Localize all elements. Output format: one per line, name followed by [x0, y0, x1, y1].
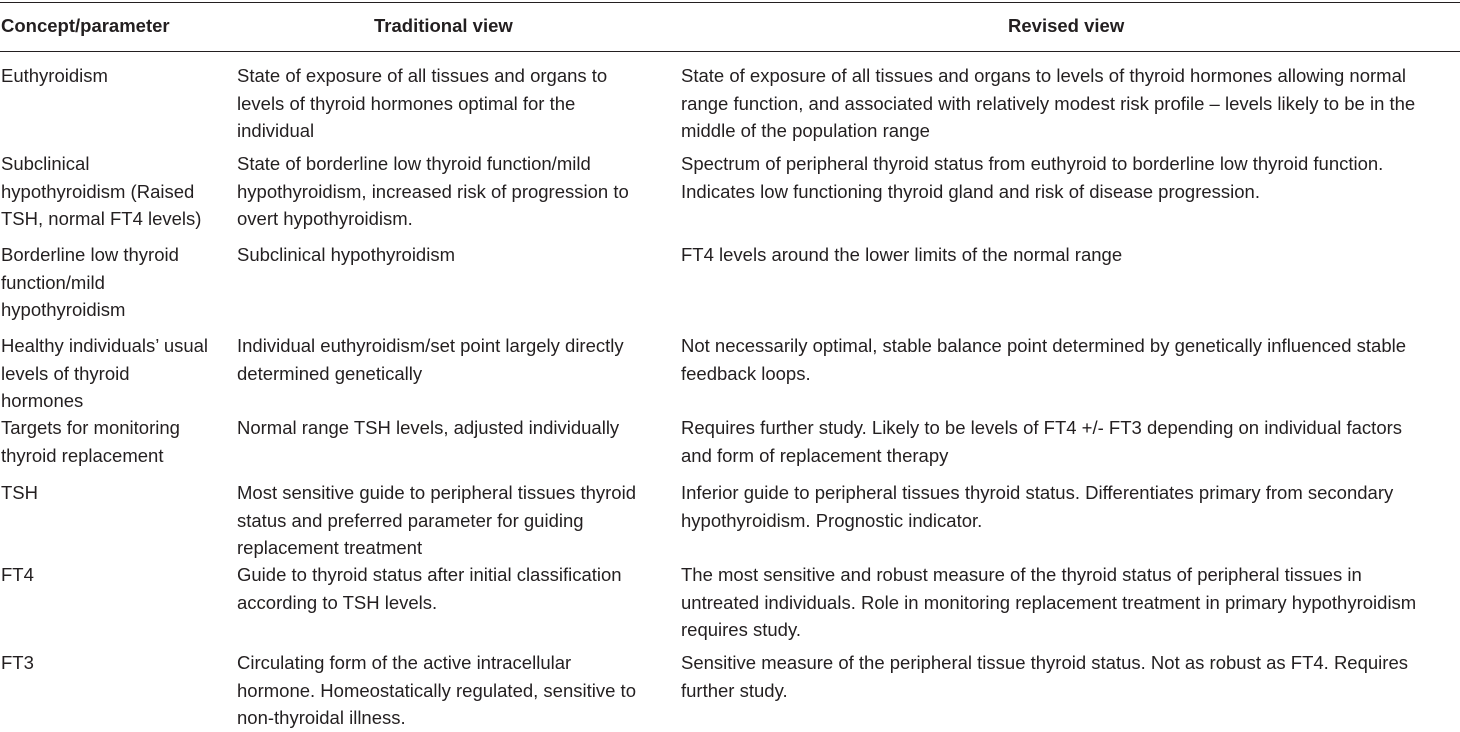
traditional-cell: Circulating form of the active intracellular hormone. Homeostatically regulated, sensitive to non-thyroidal illness.	[237, 652, 636, 728]
concept-cell: Healthy individuals’ usual levels of thyroid hormones	[1, 335, 209, 411]
revised-cell: The most sensitive and robust measure of the thyroid status of peripheral tissues in untreated individuals. Role in monitoring replacement treatment in primary hypothyroidism requires study.	[681, 564, 1417, 640]
revised-cell: Not necessarily optimal, stable balance point determined by genetically influenced stable feedback loops.	[681, 335, 1407, 384]
concept-cell: Euthyroidism	[1, 65, 108, 86]
concept-cell: FT4	[1, 564, 34, 585]
traditional-cell: State of borderline low thyroid function/mild hypothyroidism, increased risk of progression to overt hypothyroidism.	[237, 153, 629, 229]
concept-cell: FT3	[1, 652, 34, 673]
revised-cell: FT4 levels around the lower limits of the normal range	[681, 244, 1123, 265]
traditional-cell: State of exposure of all tissues and organs to levels of thyroid hormones optimal for the individual	[237, 65, 608, 141]
revised-cell: Spectrum of peripheral thyroid status from euthyroid to borderline low thyroid function. Indicates low functioning thyroid gland and risk of disease progression.	[681, 153, 1384, 202]
table-top-rule	[0, 2, 1460, 3]
traditional-cell: Subclinical hypothyroidism	[237, 244, 455, 265]
concept-cell: Subclinical hypothyroidism (Raised TSH, normal FT4 levels)	[1, 153, 202, 229]
revised-cell: Requires further study. Likely to be levels of FT4 +/- FT3 depending on individual factors and form of replacement therapy	[681, 417, 1403, 466]
revised-cell: Sensitive measure of the peripheral tissue thyroid status. Not as robust as FT4. Requires further study.	[681, 652, 1408, 701]
revised-cell: Inferior guide to peripheral tissues thyroid status. Differentiates primary from secondary hypothyroidism. Prognostic indicator.	[681, 482, 1394, 531]
traditional-cell: Normal range TSH levels, adjusted individually	[237, 417, 620, 438]
concept-cell: Borderline low thyroid function/mild hypothyroidism	[1, 244, 179, 320]
header-traditional-view: Traditional view	[374, 15, 513, 36]
header-rule	[0, 51, 1460, 52]
header-concept-parameter: Concept/parameter	[1, 15, 170, 36]
traditional-cell: Guide to thyroid status after initial classification according to TSH levels.	[237, 564, 622, 613]
traditional-cell: Most sensitive guide to peripheral tissues thyroid status and preferred parameter for guiding replacement treatment	[237, 482, 636, 558]
traditional-cell: Individual euthyroidism/set point largely directly determined genetically	[237, 335, 624, 384]
header-revised-view: Revised view	[1008, 15, 1125, 36]
revised-cell: State of exposure of all tissues and organs to levels of thyroid hormones allowing normal range function, and associated with relatively modest risk profile – levels likely to be in the middle of the population range	[681, 65, 1416, 141]
concept-cell: Targets for monitoring thyroid replacement	[1, 417, 180, 466]
concept-cell: TSH	[1, 482, 38, 503]
